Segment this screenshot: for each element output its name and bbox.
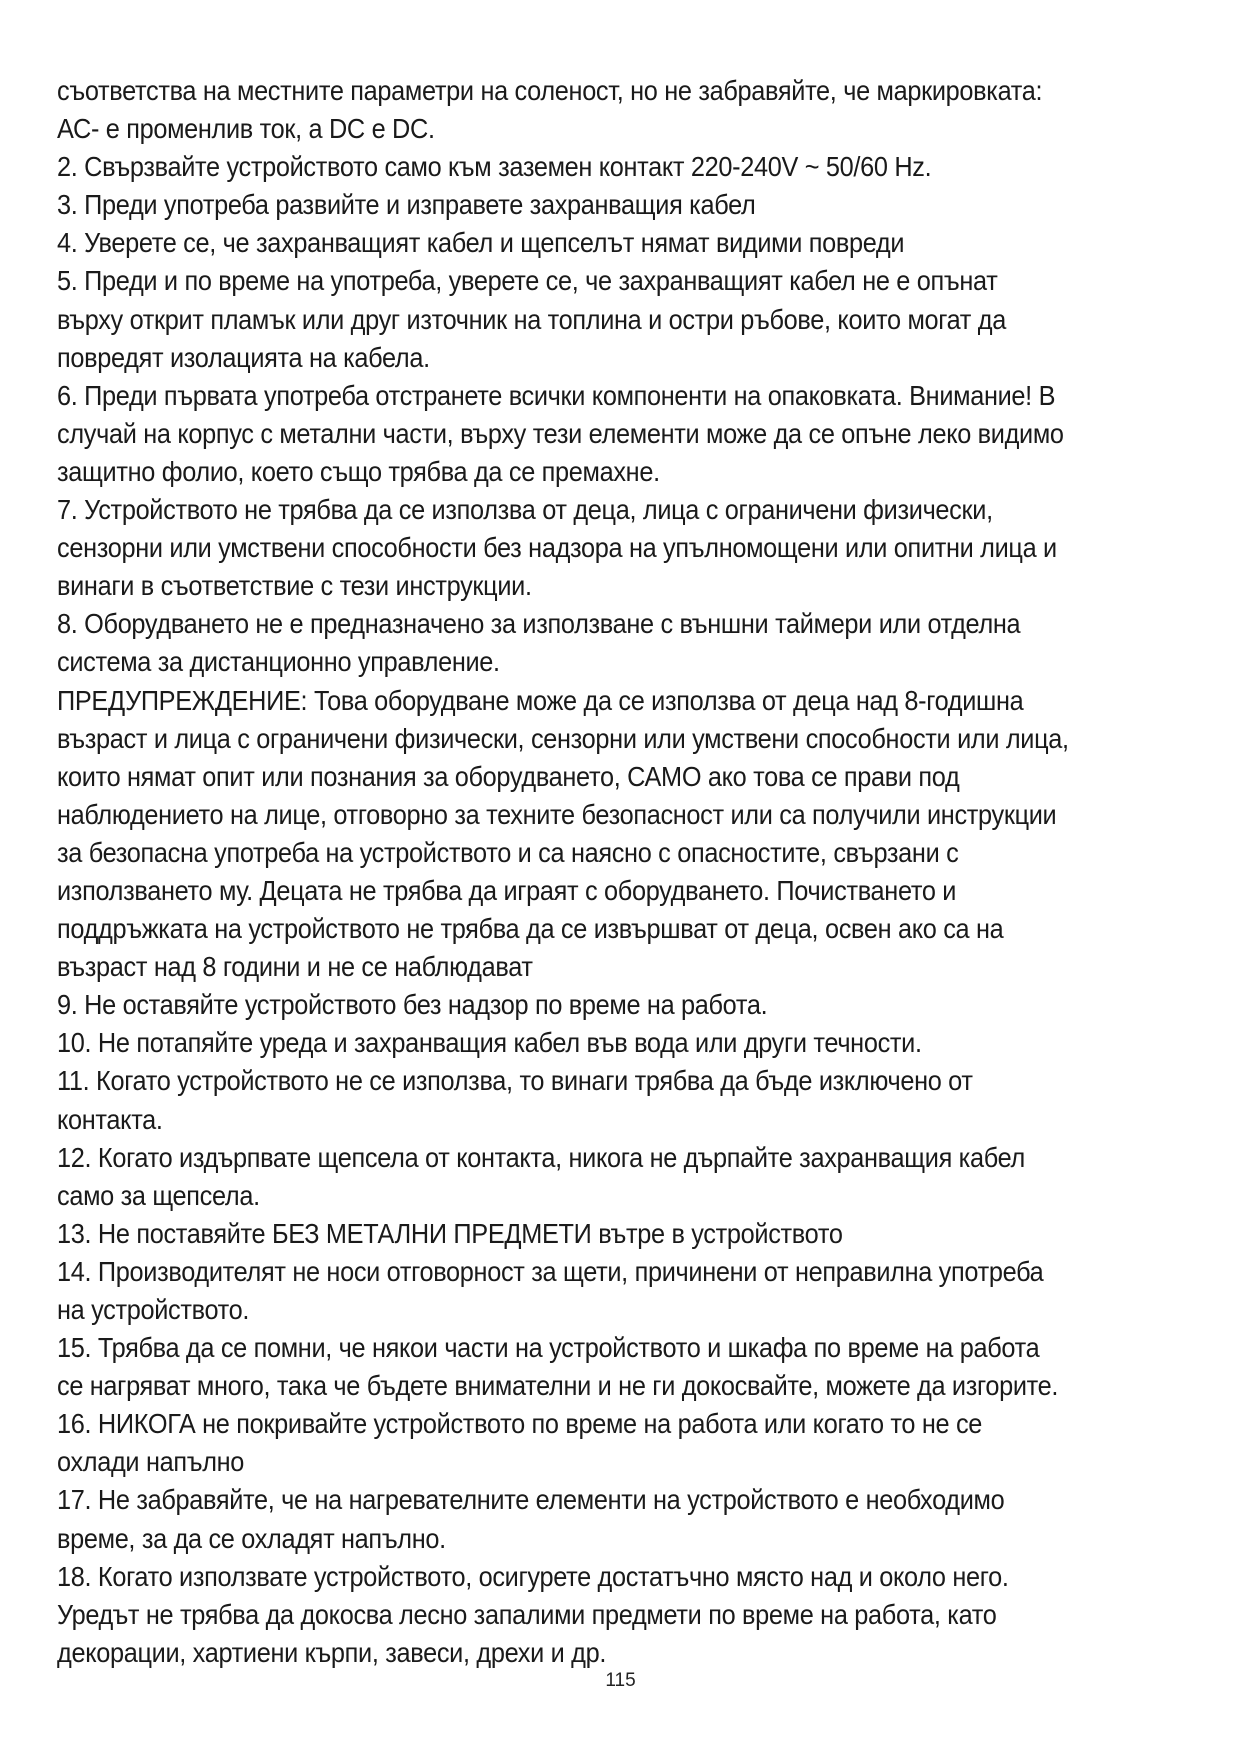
- paragraph-item-13: 13. Не поставяйте БЕЗ МЕТАЛНИ ПРЕДМЕТИ вътре в устройството: [57, 1217, 843, 1249]
- paragraph-item-2: 2. Свързвайте устройството само към заземен контакт 220-240V ~ 50/60 Hz.: [57, 151, 932, 183]
- paragraph-item-12: 12. Когато издърпвате щепсела от контакта, никога не дърпайте захранващия кабел само за щепсела.: [57, 1141, 1025, 1211]
- paragraph-item-10: 10. Не потапяйте уреда и захранващия кабел във вода или други течности.: [57, 1027, 922, 1059]
- page-number: 115: [605, 1670, 636, 1691]
- paragraph-item-14: 14. Производителят не носи отговорност за щети, причинени от неправилна употреба на устройството.: [57, 1255, 1044, 1325]
- paragraph-item-16: 16. НИКОГА не покривайте устройството по време на работа или когато то не се охлади напълно: [57, 1408, 983, 1478]
- paragraph-item-3: 3. Преди употреба развийте и изправете захранващия кабел: [57, 189, 756, 221]
- paragraph-item-5: 5. Преди и по време на употреба, уверете се, че захранващият кабел не е опънат върху открит пламък или друг източник на топлина и остри ръбове, които могат да повредят изолацията на кабела.: [57, 265, 1006, 373]
- paragraph-item-4: 4. Уверете се, че захранващият кабел и щепселът нямат видими повреди: [57, 227, 905, 259]
- paragraph-item-9: 9. Не оставяйте устройството без надзор по време на работа.: [57, 989, 768, 1021]
- paragraph-salinity-note: съответства на местните параметри на соленост, но не забравяйте, че маркировката: АС- е променлив ток, а DC е DC.: [57, 75, 1043, 145]
- document-body: [57, 72, 1197, 1672]
- paragraph-item-17: 17. Не забравяйте, че на нагревателните елементи на устройството е необходимо време, за да се охладят напълно.: [57, 1484, 1005, 1554]
- paragraph-item-11: 11. Когато устройството не се използва, то винаги трябва да бъде изключено от контакта.: [57, 1065, 973, 1135]
- paragraph-item-15: 15. Трябва да се помни, че някои части на устройството и шкафа по време на работа се нагряват много, така че бъдете внимателни и не ги докосвайте, можете да изгорите.: [57, 1332, 1059, 1402]
- paragraph-item-8: 8. Оборудването не е предназначено за използване с външни таймери или отделна система за дистанционно управление.: [57, 608, 1021, 678]
- paragraph-item-7: 7. Устройството не трябва да се използва от деца, лица с ограничени физически, сензорни или умствени способности без надзора на упълномощени или опитни лица и винаги в съответствие с тези инструкции.: [57, 494, 1057, 602]
- paragraph-warning: ПРЕДУПРЕЖДЕНИЕ: Това оборудване може да се използва от деца над 8-годишна възраст и лица с ограничени физически, сензорни или умствени способности или лица, които нямат опит или познания за оборудването, САМО ако това се прави под наблюдението на лице, отговорно за техните безопасност или са получили инструкции за безопасна употреба на устройството и са наясно с опасностите, свързани с използването му. Децата не трябва да играят с оборудването. Почистването и поддръжката на устройството не трябва да се извършват от деца, освен ако са на възраст над 8 години и не се наблюдават: [57, 684, 1069, 983]
- paragraph-item-18: 18. Когато използвате устройството, осигурете достатъчно място над и около него. Уредът не трябва да докосва лесно запалими предмети по време на работа, като декорации, хартиени кърпи, завеси, дрехи и др.: [57, 1560, 1009, 1668]
- paragraph-item-6: 6. Преди първата употреба отстранете всички компоненти на опаковката. Внимание! В случай на корпус с метални части, върху тези елементи може да се опъне леко видимо защитно фолио, което също трябва да се премахне.: [57, 379, 1064, 487]
